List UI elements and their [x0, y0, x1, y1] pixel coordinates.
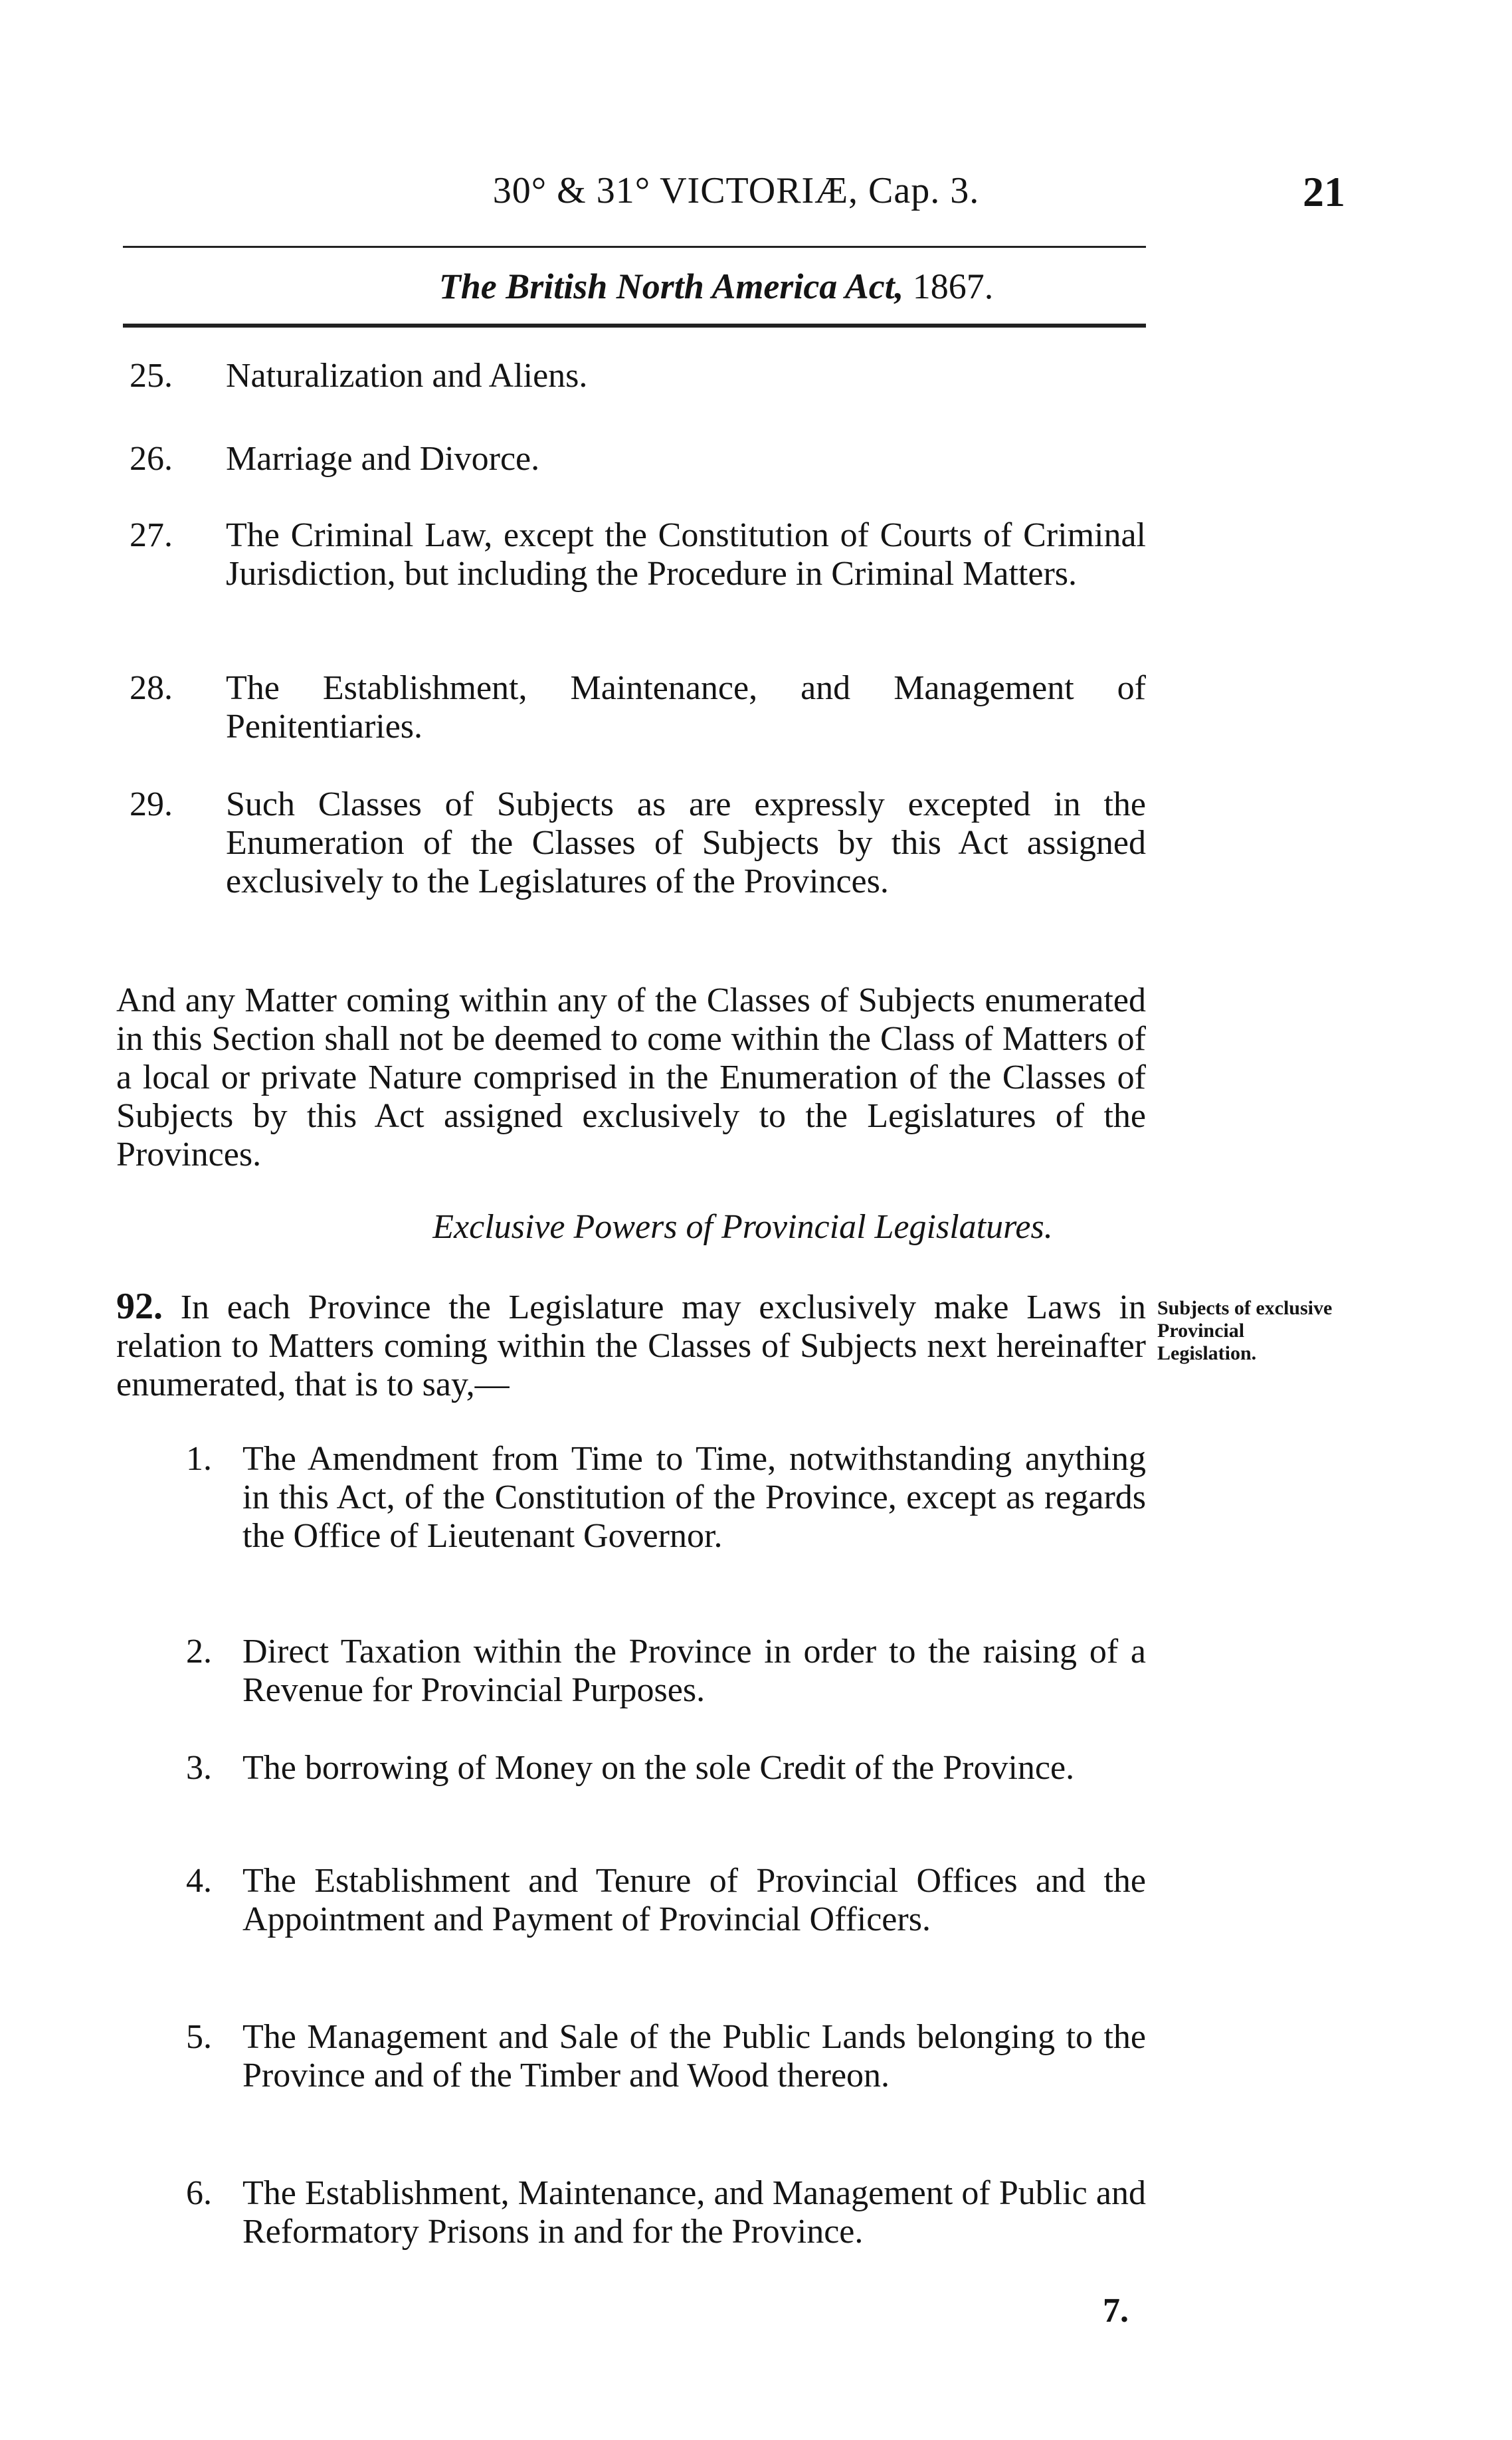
item-number: 3. [186, 1749, 212, 1787]
item-text: The Amendment from Time to Time, notwithstanding anything in this Act, of the Constitution of the Province, except as regards the Office of Lieutenant Governor. [242, 1440, 1146, 1555]
closing-paragraph: And any Matter coming within any of the Classes of Subjects enumerated in this Section shall not be deemed to come within the Class of Matters of a local or private Nature comprised in the Enumeration of the Classes of Subjects by this Act assigned exclusively to the Legislatures of the Provinces. [116, 981, 1146, 1173]
list-item [130, 669, 1146, 746]
list-item [130, 357, 1146, 395]
list-item [186, 1440, 1146, 1556]
act-title: The British North America Act, [438, 266, 904, 306]
section-number: 92. [116, 1286, 163, 1327]
item-text: Naturalization and Aliens. [226, 357, 588, 395]
header-rule-top [123, 246, 1146, 248]
item-text: Such Classes of Subjects as are expressly excepted in the Enumeration of the Classes of Subjects by this Act assigned exclusively to the Legislatures of the Provinces. [226, 785, 1146, 900]
item-text: The Management and Sale of the Public Lands belonging to the Province and of the Timber and Wood thereon. [242, 2018, 1146, 2094]
item-text: The Establishment, Maintenance, and Management of Public and Reformatory Prisons in and for the Province. [242, 2174, 1146, 2251]
item-number: 5. [186, 2018, 212, 2056]
item-number: 27. [130, 516, 173, 554]
item-number: 25. [130, 357, 173, 395]
section-text: In each Province the Legislature may exclusively make Laws in relation to Matters coming within the Classes of Subjects next hereinafter enumerated, that is to say,— [116, 1288, 1147, 1403]
act-subtitle [0, 266, 1512, 307]
item-number: 1. [186, 1440, 212, 1478]
list-item [130, 785, 1146, 901]
item-number: 6. [186, 2174, 212, 2212]
item-text: The Establishment and Tenure of Provincial Offices and the Appointment and Payment of Provincial Officers. [242, 1862, 1146, 1938]
list-item [186, 2018, 1146, 2095]
running-title: 30° & 31° VICTORIÆ, Cap. 3. [492, 170, 980, 211]
item-number: 29. [130, 785, 173, 823]
section-92 [116, 1287, 1146, 1404]
item-number: 4. [186, 1862, 212, 1900]
item-text: Direct Taxation within the Province in order to the raising of a Revenue for Provincial Purposes. [242, 1633, 1146, 1709]
item-number: 26. [130, 440, 173, 478]
item-number: 2. [186, 1633, 212, 1671]
list-item [186, 1749, 1146, 1787]
item-text: The Criminal Law, except the Constitution of Courts of Criminal Jurisdiction, but including the Procedure in Criminal Matters. [226, 516, 1146, 593]
list-item [130, 516, 1146, 593]
list-item [186, 1633, 1146, 1710]
list-item [130, 440, 1146, 478]
item-text: Marriage and Divorce. [226, 440, 540, 478]
margin-note: Subjects of exclusive Provincial Legislation. [1157, 1297, 1333, 1364]
item-number: 28. [130, 669, 173, 707]
list-item [186, 2174, 1146, 2251]
item-text: The borrowing of Money on the sole Credit of the Province. [242, 1749, 1075, 1787]
list-item [186, 1862, 1146, 1939]
section-heading [0, 1207, 1512, 1247]
item-text: The Establishment, Maintenance, and Management of Penitentiaries. [226, 669, 1146, 746]
page-number: 21 [1303, 168, 1345, 215]
act-year: 1867. [912, 266, 994, 306]
header-rule-bottom [123, 324, 1146, 328]
catchword: 7. [1103, 2292, 1129, 2330]
heading-text: Exclusive Powers of Provincial Legislatures. [432, 1208, 1053, 1246]
